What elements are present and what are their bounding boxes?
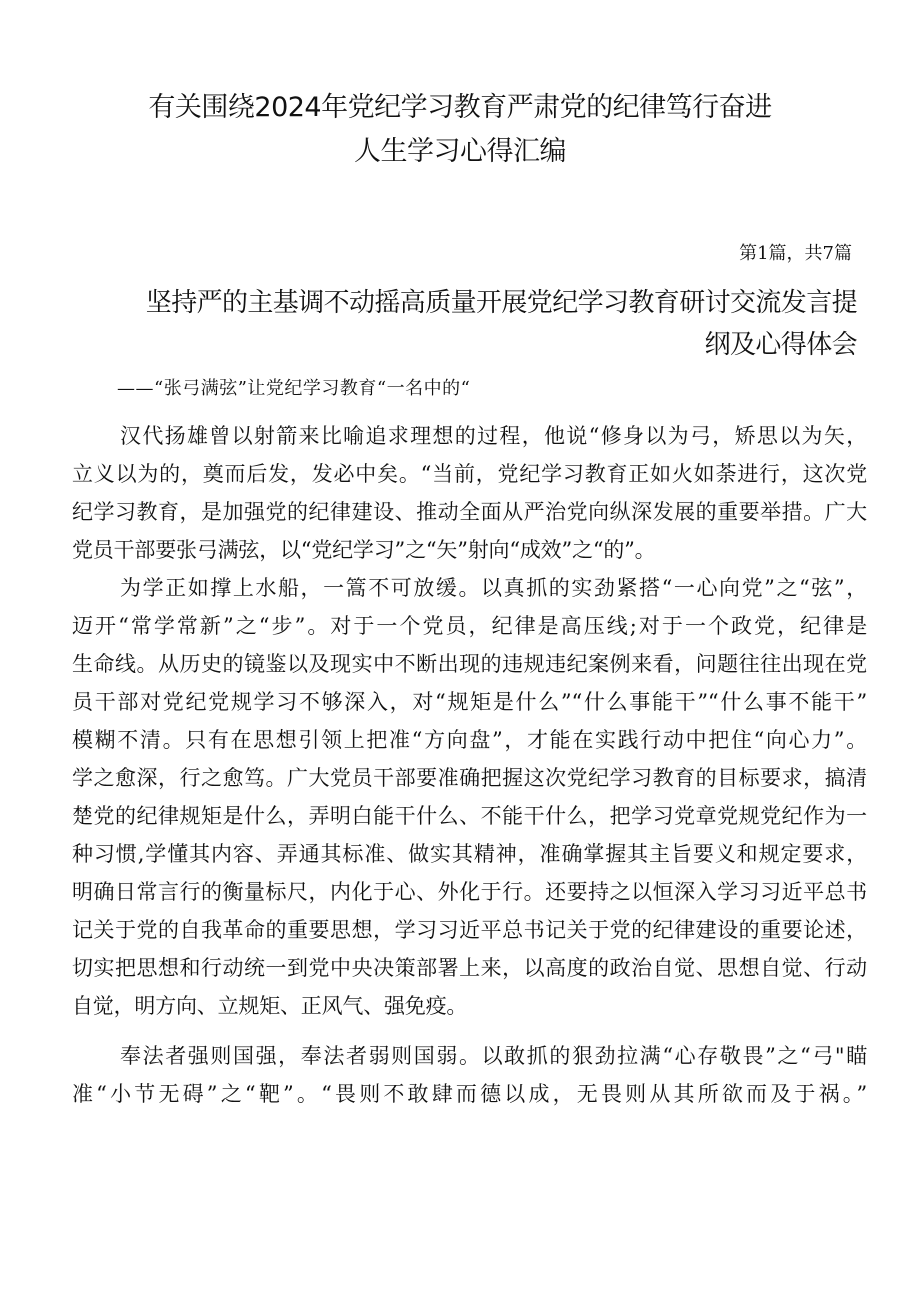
article-subtitle: ——“张弓满弦”让党纪学习教育“一名中的“ [117,378,471,399]
section-counter: 第1篇，共7篇 [739,243,852,264]
paragraph-line: 种习惯,学懂其内容、弄通其标准、做实其精神，准确掌握其主旨要义和规定要求， [72,842,867,866]
paragraph-line: 迈开“常学常新”之“步”。对于一个党员，纪律是高压线;对于一个政党，纪律是 [72,614,867,638]
document-title-line: 人生学习心得汇编 [354,136,566,167]
paragraph-line: 汉代扬雄曾以射箭来比喻追求理想的过程，他说“修身以为弓，矫思以为矢， [120,424,867,448]
paragraph-line: 党员干部要张弓满弦，以“党纪学习”之“矢”射向“成效”之“的”。 [72,538,656,562]
paragraph-line: 切实把思想和行动统一到党中央决策部署上来，以高度的政治自觉、思想自觉、行动 [72,956,867,980]
paragraph-line: 准“小节无碍”之“靶”。“畏则不敢肆而德以成，无畏则从其所欲而及于祸。” [72,1082,867,1106]
document-title-line: 有关围绕2024年党纪学习教育严肃党的纪律笃行奋进 [148,92,772,123]
paragraph-line: 明确日常言行的衡量标尺，内化于心、外化于行。还要持之以恒深入学习习近平总书 [72,880,867,904]
paragraph-line: 奉法者强则国强，奉法者弱则国弱。以敢抓的狠劲拉满“心存敬畏”之“弓"瞄 [120,1044,867,1068]
paragraph-line: 记关于党的自我革命的重要思想，学习习近平总书记关于党的纪律建设的重要论述， [72,918,867,942]
paragraph-line: 纪学习教育，是加强党的纪律建设、推动全面从严治党向纵深发展的重要举措。广大 [72,500,867,524]
paragraph-line: 员干部对党纪党规学习不够深入，对“规矩是什么”“什么事能干”“什么事不能干” [72,690,867,714]
article-title [62,282,857,366]
article-title-line: 纲及心得体会 [704,330,857,360]
paragraph-line: 为学正如撑上水船，一篙不可放缓。以真抓的实劲紧搭“一心向党”之“弦”， [120,576,867,600]
document-title [60,86,860,174]
article-title-line: 坚持严的主基调不动摇高质量开展党纪学习教育研讨交流发言提 [145,288,857,318]
paragraph-line: 自觉，明方向、立规矩、正风气、强免疫。 [72,994,468,1018]
paragraph-line: 学之愈深，行之愈笃。广大党员干部要准确把握这次党纪学习教育的目标要求，搞清 [72,766,867,790]
paragraph-line: 生命线。从历史的镜鉴以及现实中不断出现的违规违纪案例来看，问题往往出现在党 [72,652,867,676]
paragraph-line: 立义以为的，奠而后发，发必中矣。“当前，党纪学习教育正如火如荼进行，这次党 [72,462,867,486]
paragraph-line: 模糊不清。只有在思想引领上把准“方向盘”，才能在实践行动中把住“向心力”。 [72,728,867,752]
paragraph-line: 楚党的纪律规矩是什么，弄明白能干什么、不能干什么，把学习党章党规党纪作为一 [72,804,867,828]
